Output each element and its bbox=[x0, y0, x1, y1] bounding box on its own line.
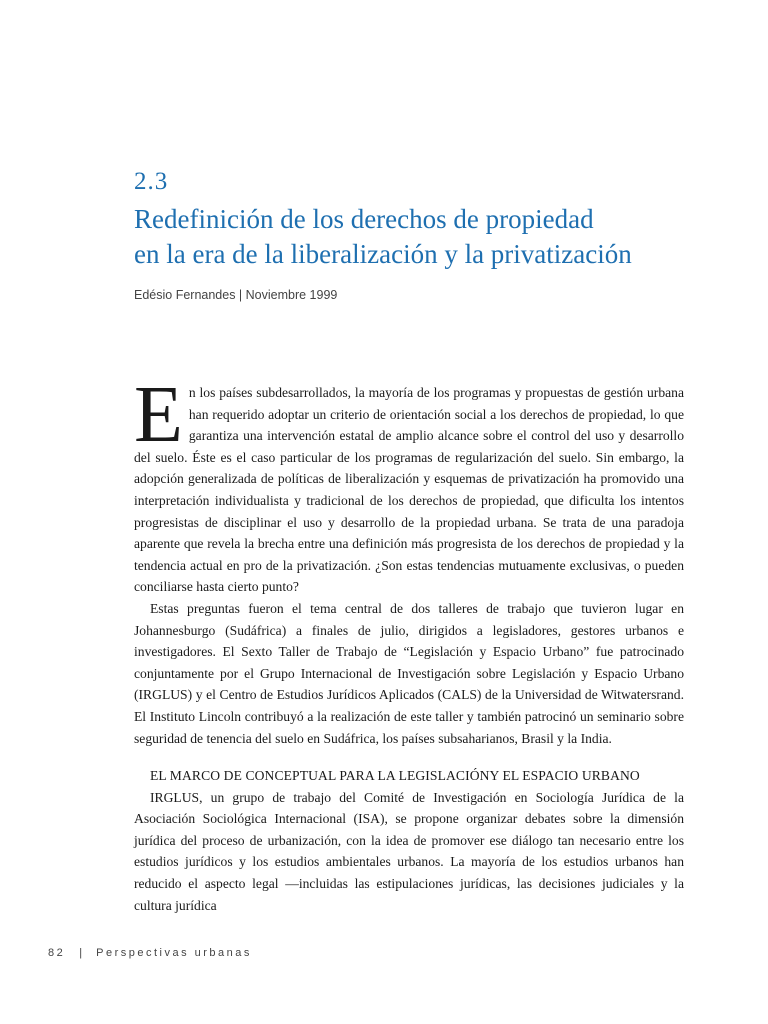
title-line-1: Redefinición de los derechos de propiedad bbox=[134, 204, 594, 234]
paragraph-1 bbox=[134, 371, 684, 598]
section-subheading: EL MARCO DE CONCEPTUAL PARA LA LEGISLACIÓNY EL ESPACIO URBANO bbox=[150, 768, 640, 784]
footer-separator: | bbox=[79, 947, 83, 959]
article-title bbox=[134, 202, 694, 272]
page-footer bbox=[48, 947, 252, 959]
drop-cap: E bbox=[134, 371, 183, 459]
paragraph-2: Estas preguntas fueron el tema central de dos talleres de trabajo que tuvieron lugar en Johannesburgo (Sudáfrica) a finales de julio, dirigidos a legisladores, gestores urbanos e investigadores. El Sexto Taller de Trabajo de “Legislación y Espacio Urbano” fue patrocinado conjuntamente por el Grupo Internacional de Investigación sobre Legislación y Espacio Urbano (IRGLUS) y el Centro de Estudios Jurídicos Aplicados (CALS) de la Universidad de Witwatersrand. El Instituto Lincoln contribuyó a la realización de este taller y también patrocinó un seminario sobre seguridad de tenencia del suelo en Sudáfrica, los países subsaharianos, Brasil y la India. bbox=[134, 600, 684, 746]
paragraph-1-text: n los países subdesarrollados, la mayoría de los programas y propuestas de gestión urbana han requerido adoptar un criterio de orientación social a los derechos de propiedad, lo que garantiza una intervención estatal de amplio alcance sobre el control del uso y desarrollo del suelo. Éste es el caso particular de los programas de regularización del suelo. Sin embargo, la adopción generalizada de políticas de liberalización y esquemas de privatización ha promovido una interpretación individualista y tradicional de los derechos de propiedad, que dificulta los intentos progresistas de disciplinar el uso y desarrollo de la propiedad urbana. Se trata de una paradoja aparente que revela la brecha entre una definición más progresista de los derechos de propiedad y la tendencia actual en pro de la privatización. ¿Son estas tendencias mutuamente exclusivas, o pueden conciliarse hasta cierto punto? bbox=[134, 385, 684, 595]
byline: Edésio Fernandes | Noviembre 1999 bbox=[134, 288, 338, 302]
paragraph-3: IRGLUS, un grupo de trabajo del Comité de Investigación en Sociología Jurídica de la Asociación Sociológica Internacional (ISA), se propone organizar debates sobre la dimensión jurídica del proceso de urbanización, con la idea de promover ese diálogo tan necesario entre los estudios jurídicos y los estudios ambientales urbanos. La mayoría de los estudios urbanos han reducido el aspecto legal —incluidas las estipulaciones jurídicas, las decisiones judiciales y la cultura jurídica bbox=[134, 789, 684, 913]
page-number: 82 bbox=[48, 947, 66, 959]
article-body bbox=[134, 371, 684, 916]
section-number: 2.3 bbox=[134, 168, 169, 195]
title-line-2: en la era de la liberalización y la privatización bbox=[134, 239, 632, 269]
publication-name: Perspectivas urbanas bbox=[96, 947, 252, 959]
